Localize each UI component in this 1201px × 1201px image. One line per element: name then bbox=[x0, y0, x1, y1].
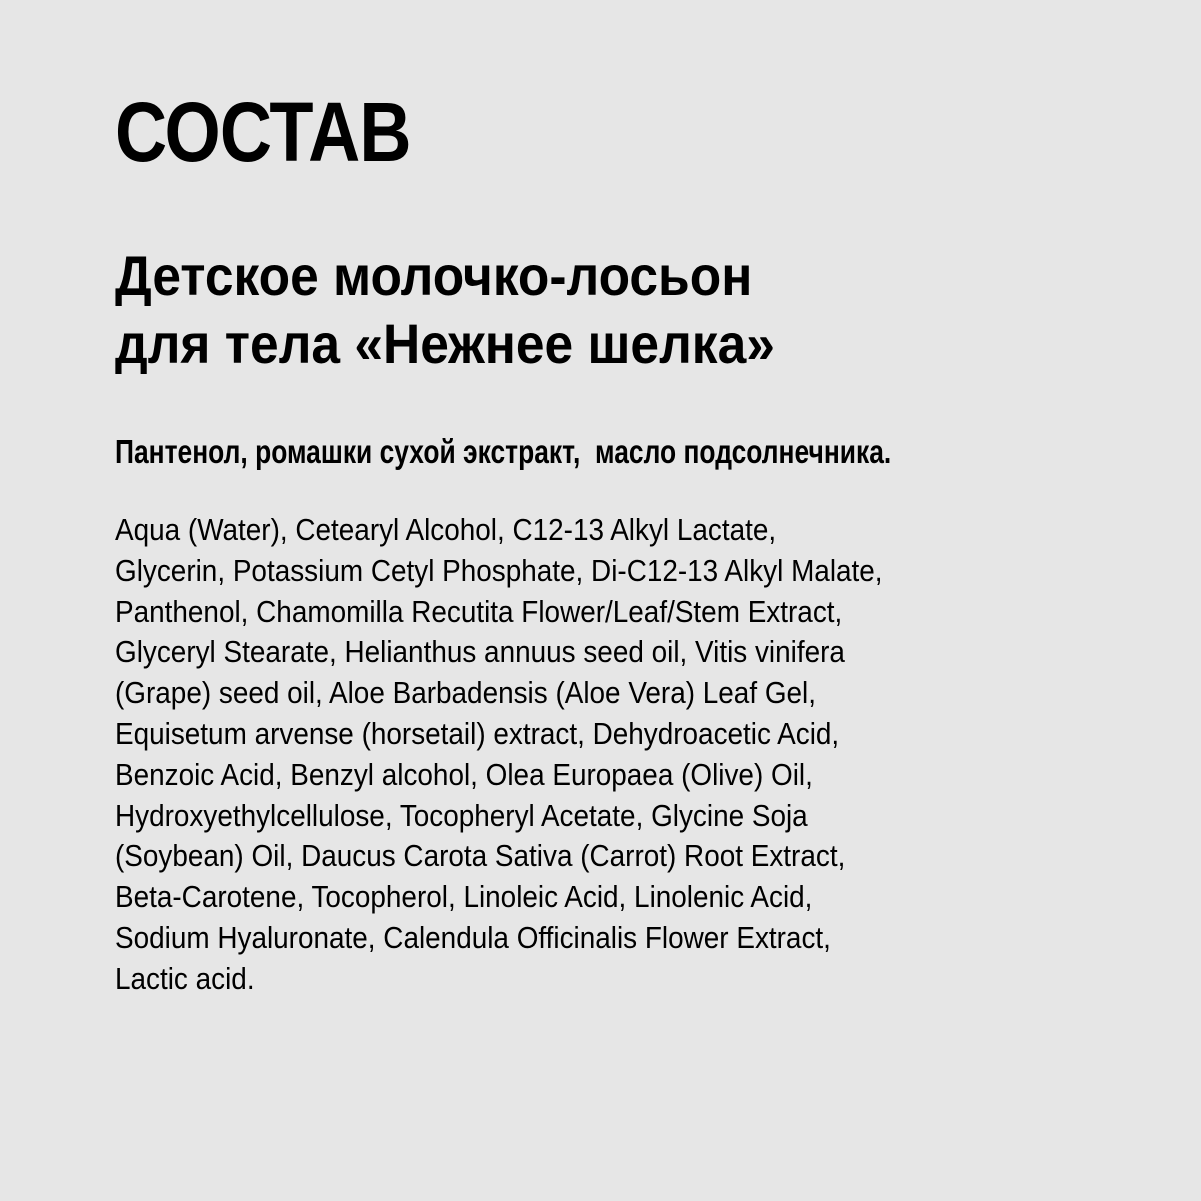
product-name bbox=[115, 242, 775, 378]
product-name-line: для тела «Нежнее шелка» bbox=[115, 312, 775, 375]
inci-line: Aqua (Water), Cetearyl Alcohol, C12-13 Alkyl Lactate, bbox=[115, 512, 777, 547]
inci-ingredient-list bbox=[115, 510, 883, 1000]
key-ingredients: Пантенол, ромашки сухой экстракт, масло подсолнечника. bbox=[115, 433, 892, 470]
inci-line: (Soybean) Oil, Daucus Carota Sativa (Carrot) Root Extract, bbox=[115, 838, 846, 874]
inci-line: Equisetum arvense (horsetail) extract, Dehydroacetic Acid, bbox=[115, 715, 840, 751]
inci-line: Glyceryl Stearate, Helianthus annuus seed oil, Vitis vinifera bbox=[115, 634, 845, 670]
inci-line: Lactic acid. bbox=[115, 960, 255, 996]
product-name-line: Детское молочко-лосьон bbox=[115, 244, 753, 307]
inci-line: Sodium Hyaluronate, Calendula Officinalis Flower Extract, bbox=[115, 919, 831, 955]
inci-line: Beta-Carotene, Tocopherol, Linoleic Acid, Linolenic Acid, bbox=[115, 879, 813, 915]
inci-line: (Grape) seed oil, Aloe Barbadensis (Aloe Vera) Leaf Gel, bbox=[115, 675, 816, 711]
inci-line: Hydroxyethylcellulose, Tocopheryl Acetate, Glycine Soja bbox=[115, 797, 808, 833]
inci-line: Benzoic Acid, Benzyl alcohol, Olea Europaea (Olive) Oil, bbox=[115, 756, 813, 792]
page-title: СОСТАВ bbox=[115, 85, 411, 179]
inci-line: Glycerin, Potassium Cetyl Phosphate, Di-C12-13 Alkyl Malate, bbox=[115, 552, 883, 588]
inci-line: Panthenol, Chamomilla Recutita Flower/Leaf/Stem Extract, bbox=[115, 593, 843, 629]
